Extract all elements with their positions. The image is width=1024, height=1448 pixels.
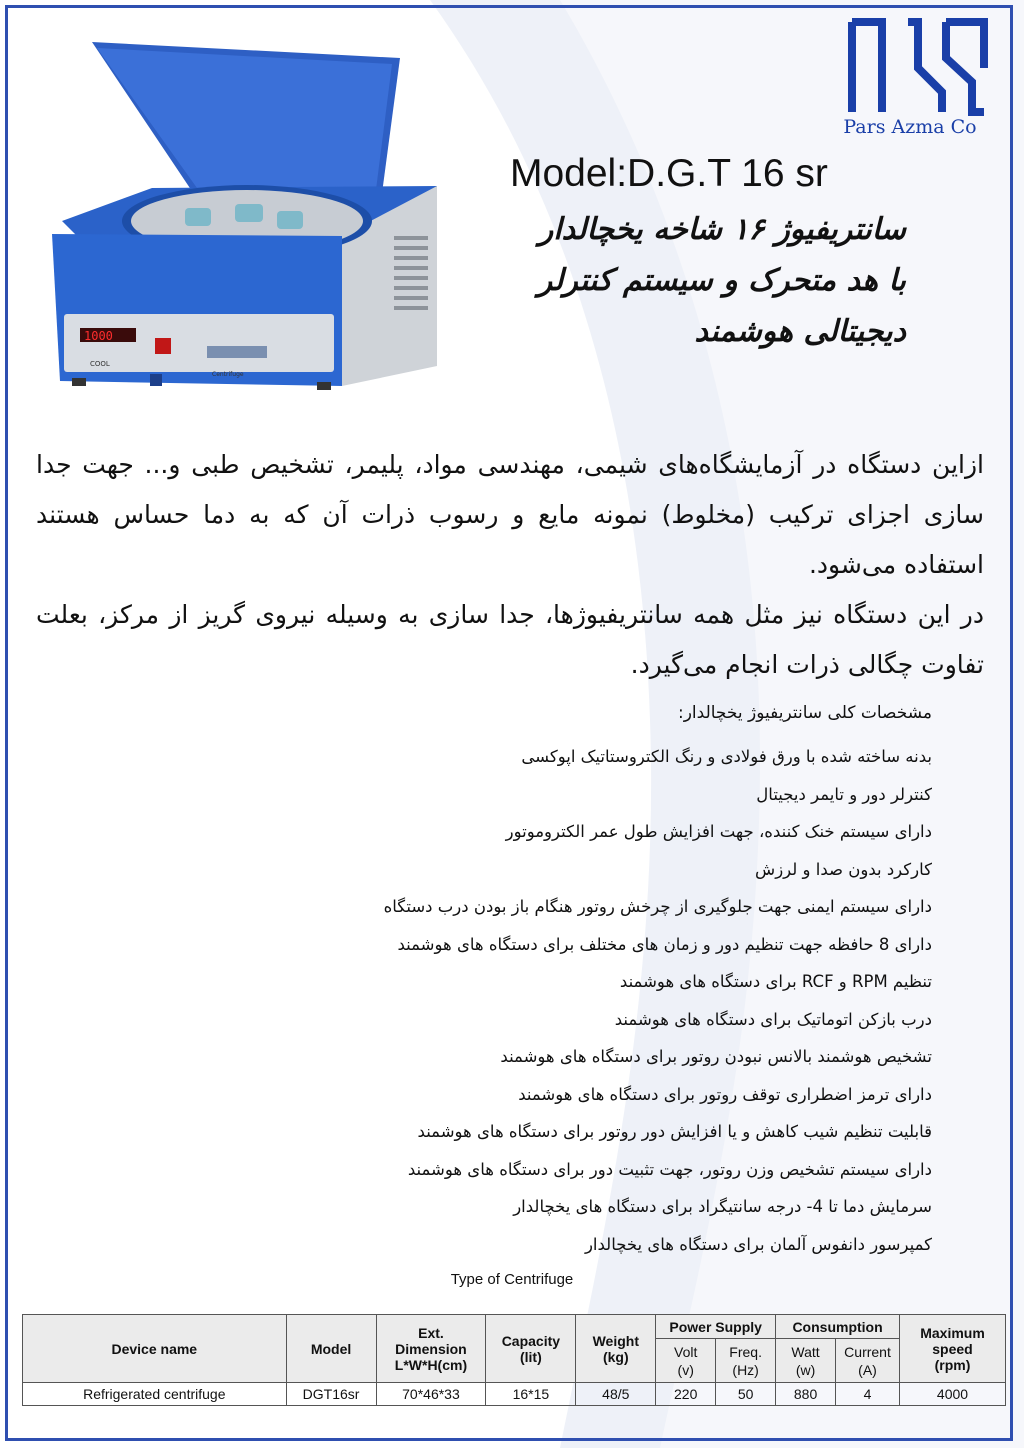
header-capacity (486, 1315, 576, 1383)
header-dimension-line: Dimension (395, 1340, 467, 1357)
spec-item: درب بازکن اتوماتیک برای دستگاه های هوشمند (614, 1009, 932, 1029)
spec-item: دارای ترمز اضطراری توقف روتور برای دستگاه های هوشمند (518, 1084, 932, 1104)
header-consumption: Consumption (776, 1315, 900, 1339)
panel-cool-label: COOL (90, 360, 110, 368)
header-current (836, 1339, 900, 1383)
header-speed-line: Maximum (920, 1324, 985, 1341)
spec-table (22, 1314, 1006, 1406)
cell-device-name: Refrigerated centrifuge (23, 1383, 287, 1406)
header-current-line: Current (844, 1343, 891, 1360)
model-heading: Model:D.G.T 16 sr (510, 152, 828, 195)
header-speed-line: (rpm) (934, 1356, 971, 1373)
cell-watt: 880 (776, 1383, 836, 1406)
spec-item: سرمایش دما تا 4- درجه سانتیگراد برای دستگاه های یخچالدار (513, 1197, 932, 1216)
spec-item: دارای سیستم ایمنی جهت جلوگیری از چرخش روتور هنگام باز بودن درب دستگاه (383, 897, 932, 916)
spec-item: کارکرد بدون صدا و لرزش (755, 859, 932, 879)
logo-icon (846, 12, 991, 124)
cell-capacity: 16*15 (486, 1383, 576, 1406)
header-capacity-line: Capacity (501, 1332, 561, 1349)
intro-text (36, 440, 984, 690)
intro-paragraph: در این دستگاه نیز مثل همه سانتریفیوژها، جدا سازی به وسیله نیروی گریز از مرکز، بعلت تفاوت چگالی ذرات انجام می‌گیرد. (36, 600, 984, 679)
header-speed-line: speed (932, 1340, 973, 1357)
cell-current: 4 (836, 1383, 900, 1406)
spec-item: بدنه ساخته شده با ورق فولادی و رنگ الکتروستاتیک اپوکسی (521, 747, 932, 766)
table-caption: Type of Centrifuge (450, 1271, 574, 1288)
product-title (466, 204, 906, 357)
spec-item: قابلیت تنظیم شیب کاهش و یا افزایش دور روتور برای دستگاه های هوشمند (417, 1122, 932, 1141)
cell-volt: 220 (656, 1383, 716, 1406)
header-weight-line: Weight (592, 1332, 639, 1349)
cell-model: DGT16sr (286, 1383, 376, 1406)
header-weight (576, 1315, 656, 1383)
header-volt-line: (v) (677, 1361, 694, 1378)
header-model: Model (286, 1315, 376, 1383)
header-freq-line: (Hz) (732, 1361, 759, 1378)
spec-item: تنظیم RPM و RCF برای دستگاه های هوشمند (619, 972, 932, 991)
spec-item: دارای 8 حافظه جهت تنظیم دور و زمان های مختلف برای دستگاه های هوشمند (397, 934, 932, 954)
panel-centrifuge-label: Centrifuge (212, 371, 244, 378)
spec-item: تشخیص هوشمند بالانس نبودن روتور برای دستگاه های هوشمند (500, 1047, 932, 1066)
header-device-name: Device name (23, 1315, 287, 1383)
company-name: Pars Azma Co (843, 116, 977, 138)
header-power-supply: Power Supply (656, 1315, 776, 1339)
header-watt-line: (w) (795, 1361, 816, 1378)
spec-item: دارای سیستم تشخیص وزن روتور، جهت تثبیت دور برای دستگاه های هوشمند (407, 1159, 932, 1179)
header-dimension-line: L*W*H(cm) (394, 1356, 468, 1373)
specs-heading: مشخصات کلی سانتریفیوژ یخچالدار: (677, 703, 932, 723)
cell-weight: 48/5 (576, 1383, 656, 1406)
table-row (23, 1383, 1006, 1406)
cell-dimension: 70*46*33 (376, 1383, 486, 1406)
header-capacity-line: (lit) (519, 1348, 542, 1365)
header-weight-line: (kg) (602, 1348, 629, 1365)
spec-item: دارای سیستم خنک کننده، جهت افزایش طول عمر الکتروموتور (505, 822, 932, 841)
header-max-speed (900, 1315, 1006, 1383)
header-freq-line: Freq. (729, 1343, 762, 1360)
cell-speed: 4000 (900, 1383, 1006, 1406)
spec-item: کنترلر دور و تایمر دیجیتال (756, 784, 932, 804)
title-line: دیجیتالی هوشمند (694, 314, 906, 349)
header-dimension-line: Ext. (418, 1324, 444, 1341)
centrifuge-image (42, 36, 492, 396)
title-line: با هد متحرک و سیستم کنترلر (537, 263, 906, 298)
header-dimension (376, 1315, 486, 1383)
panel-display-text: 1000 (84, 329, 113, 343)
specs-list (172, 738, 932, 1263)
header-freq (716, 1339, 776, 1383)
header-volt (656, 1339, 716, 1383)
header-current-line: (A) (858, 1361, 877, 1378)
cell-freq: 50 (716, 1383, 776, 1406)
intro-paragraph: ازاین دستگاه در آزمایشگاه‌های شیمی، مهندسی مواد، پلیمر، تشخیص طبی و... جهت جدا سازی اجزای ترکیب (مخلوط) نمونه مایع و رسوب ذرات آن که به دما حساس هستند استفاده می‌شود. (36, 450, 984, 579)
header-volt-line: Volt (674, 1343, 698, 1360)
header-watt (776, 1339, 836, 1383)
title-line: سانتریفیوژ ۱۶ شاخه یخچالدار (538, 212, 906, 247)
spec-item: کمپرسور دانفوس آلمان برای دستگاه های یخچالدار (584, 1234, 932, 1254)
header-watt-line: Watt (791, 1343, 820, 1360)
